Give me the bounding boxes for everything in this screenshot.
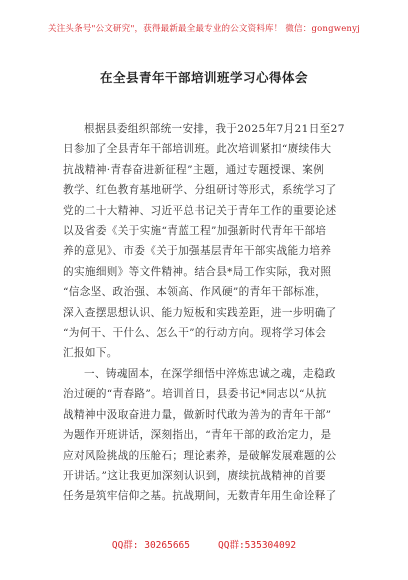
paragraph-line: 教学、红色教育基地研学、分组研讨等形式，系统学习了 [63,184,337,197]
paragraph-line: 汇报如下。 [63,347,118,360]
paragraph-line: 战精神中汲取奋进力量，做新时代敢为善为的青年干部” [63,408,332,421]
paragraph-line: 抗战精神·青春奋进新征程”主题，通过专题授课、案例 [63,163,325,176]
paragraph-line: 应对风险挑战的压舱石；理论素养，是破解发展难题的公 [63,449,337,462]
paragraph-line: 党的二十大精神、习近平总书记关于青年工作的重要论述 [63,204,337,217]
footer-qq-group-1: QQ群: 30265665 [111,540,190,551]
paragraph-line: 养的意见》、市委《关于加强基层青年干部实战能力培养 [63,245,332,258]
footer [0,537,408,551]
paragraph-line: 一、铸魂固本，在深学细悟中淬炼忠诚之魂，走稳政 [84,367,336,380]
document-body [63,119,359,507]
paragraph-line: 日参加了全县青年干部培训班。此次培训紧扣“赓续伟大 [63,143,332,156]
paragraph-line: 开讲话。”这让我更加深刻认识到，赓续抗战精神的首要 [63,469,327,482]
document-title: 在全县青年干部培训班学习心得体会 [99,70,308,85]
paragraph-line: 深入查摆思想认识、能力短板和实践差距，进一步明确了 [63,306,337,319]
paragraph-line: 根据县委组织部统一安排，我于2025年7月21日至27 [84,123,345,135]
paragraph-line: 的实施细则》等文件精神。结合县*局工作实际，我对照 [63,265,332,278]
paragraph-line: 治过硬的“青春路”。培训首日，县委书记*同志以“从抗 [63,388,327,401]
paragraph-line: “信念坚、政治强、本领高、作风硬”的青年干部标准， [63,286,327,299]
footer-qq-group-2: QQ群:535304092 [218,540,297,551]
top-banner: 关注头条号"公文研究"，获得最新最全最专业的公文资料库！ 微信：gongwenyj [48,24,360,34]
paragraph-line: 为题作开班讲话，深刻指出，“青年干部的政治定力，是 [63,429,332,442]
paragraph-line: “为何干、干什么、怎么干”的行动方向。现将学习体会 [63,327,327,340]
paragraph-line: 任务是筑牢信仰之基。抗战期间，无数青年用生命诠释了 [63,490,337,503]
paragraph-line: 以及省委《关于实施“青蓝工程”加强新时代青年干部培 [63,225,327,238]
